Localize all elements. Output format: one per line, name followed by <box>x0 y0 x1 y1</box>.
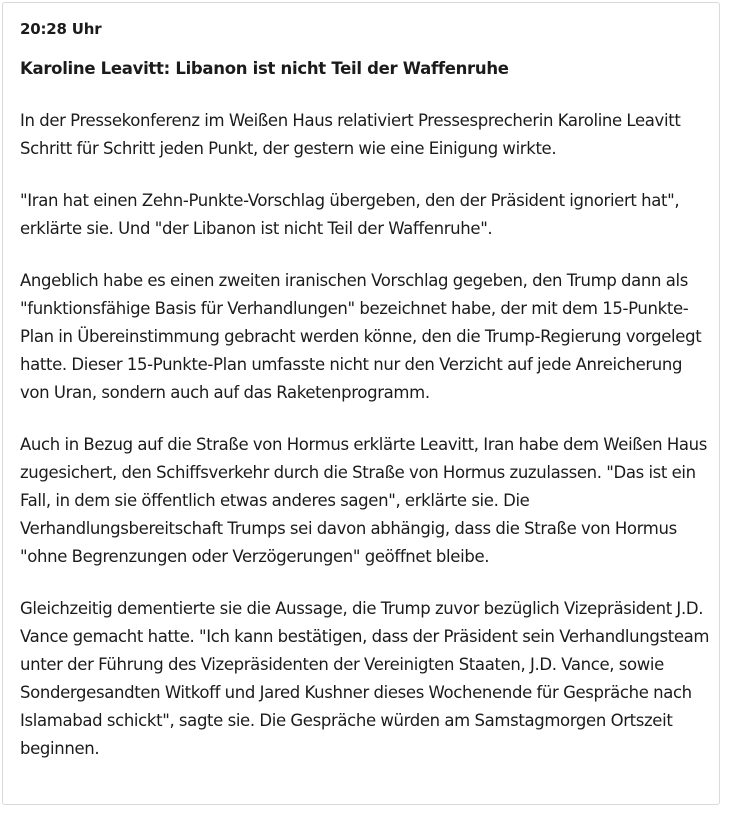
entry-headline: Karoline Leavitt: Libanon ist nicht Teil der Waffenruhe <box>20 59 509 78</box>
liveblog-entry-content <box>20 17 710 763</box>
liveblog-entry-card <box>2 2 720 805</box>
entry-paragraph: Angeblich habe es einen zweiten iranischen Vorschlag gegeben, den Trump dann als "funktionsfähige Basis für Verhandlungen" bezeichnet habe, der mit dem 15-Punkte-Plan in Übereinstimmung gebracht werden könne, den die Trump-Regierung vorgelegt hatte. Dieser 15-Punkte-Plan umfasste nicht nur den Verzicht auf jede Anreicherung von Uran, sondern auch auf das Raketenprogramm. <box>20 271 702 402</box>
entry-paragraph: In der Pressekonferenz im Weißen Haus relativiert Pressesprecherin Karoline Leavitt Schritt für Schritt jeden Punkt, der gestern wie eine Einigung wirkte. <box>20 111 681 158</box>
entry-timestamp: 20:28 Uhr <box>20 20 102 38</box>
entry-paragraph: "Iran hat einen Zehn-Punkte-Vorschlag übergeben, den der Präsident ignoriert hat", erklärte sie. Und "der Libanon ist nicht Teil der Waffenruhe". <box>20 191 680 238</box>
entry-paragraph: Gleichzeitig dementierte sie die Aussage, die Trump zuvor bezüglich Vizepräsident J.D. Vance gemacht hatte. "Ich kann bestätigen, dass der Präsident sein Verhandlungsteam unter der Führung des Vizepräsidenten der Vereinigten Staaten, J.D. Vance, sowie Sondergesandten Witkoff und Jared Kushner dieses Wochenende für Gespräche nach Islamabad schickt", sagte sie. Die Gespräche würden am Samstagmorgen Ortszeit beginnen. <box>20 599 710 758</box>
entry-paragraph: Auch in Bezug auf die Straße von Hormus erklärte Leavitt, Iran habe dem Weißen Haus zugesichert, den Schiffsverkehr durch die Straße von Hormus zuzulassen. "Das ist ein Fall, in dem sie öffentlich etwas anderes sagen", erklärte sie. Die Verhandlungsbereitschaft Trumps sei davon abhängig, dass die Straße von Hormus "ohne Begrenzungen oder Verzögerungen" geöffnet bleibe. <box>20 435 708 566</box>
